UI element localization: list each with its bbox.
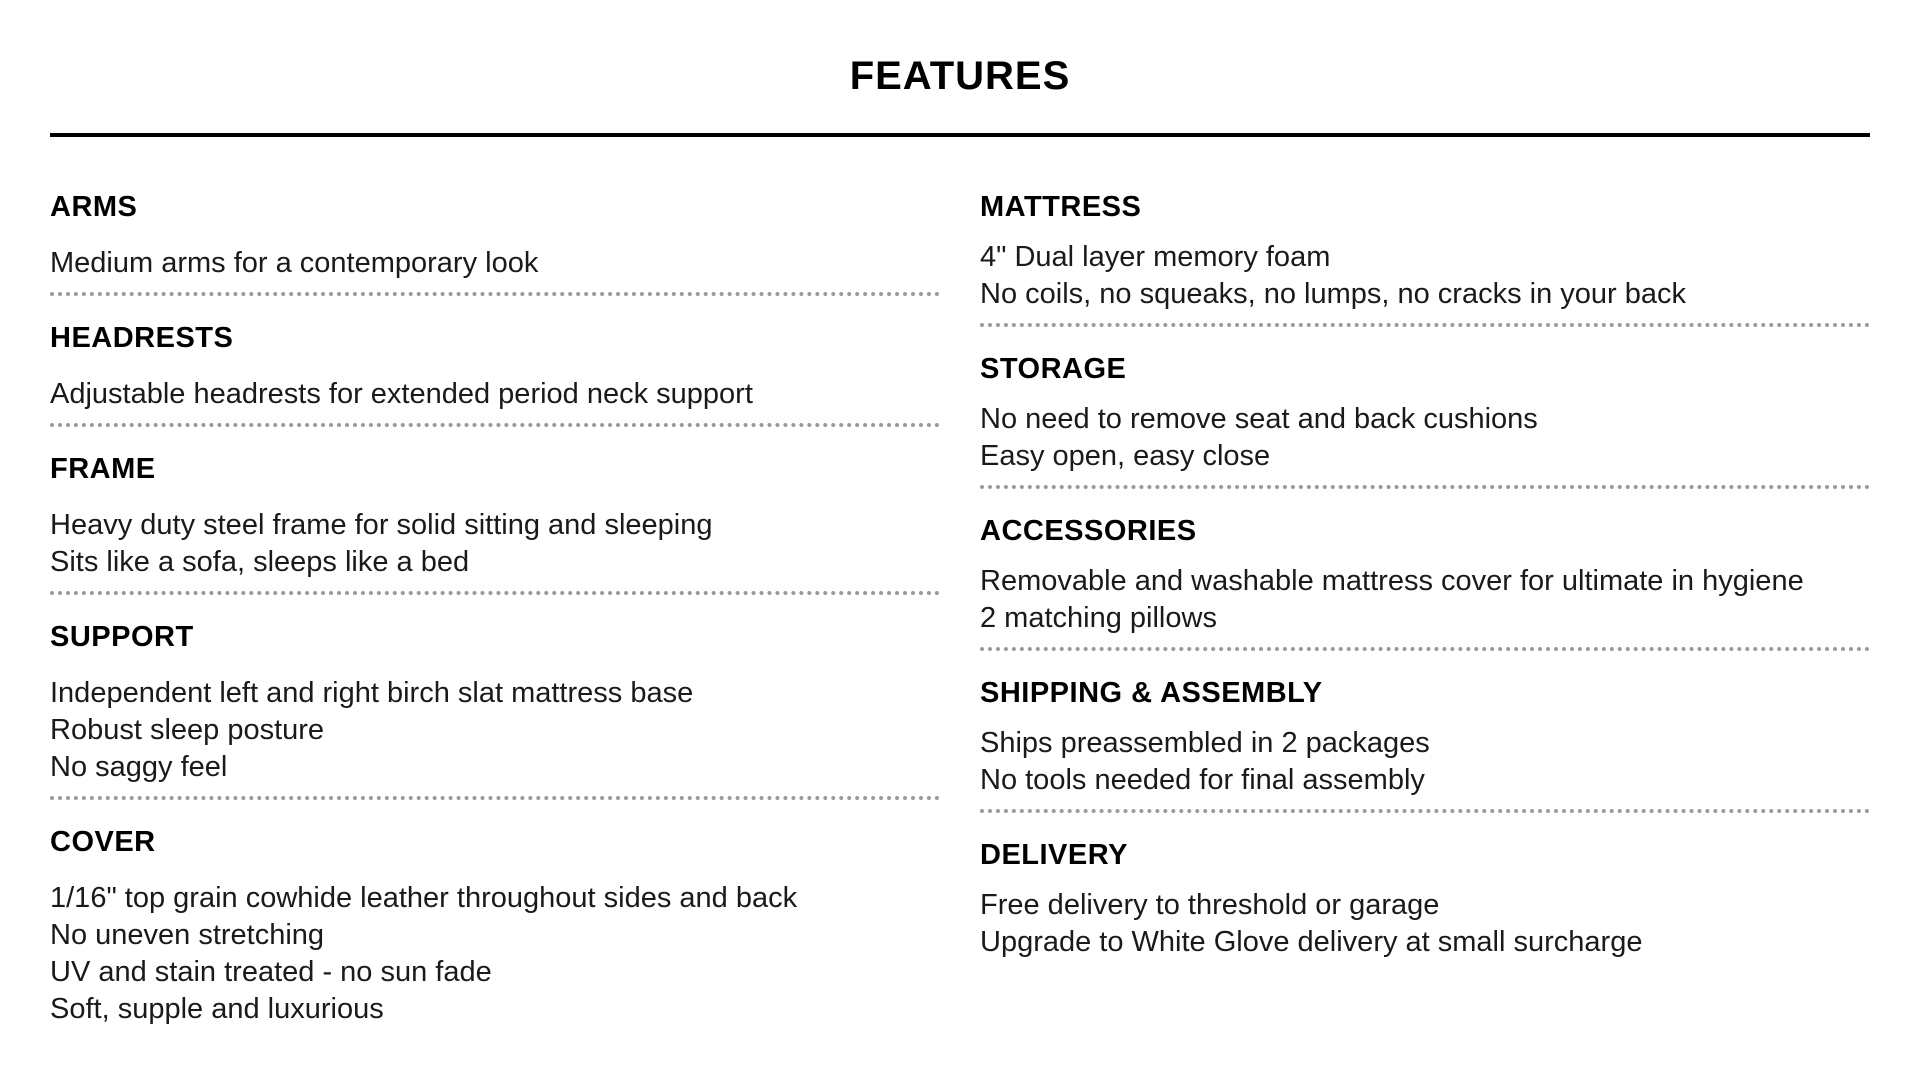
section-lines bbox=[50, 675, 940, 786]
feature-section-arms bbox=[50, 189, 940, 296]
feature-section-headrests bbox=[50, 320, 940, 427]
section-lines bbox=[980, 725, 1870, 799]
section-heading: MATTRESS bbox=[980, 191, 1142, 223]
title-divider bbox=[50, 133, 1870, 137]
feature-line: No tools needed for final assembly bbox=[980, 764, 1425, 796]
feature-line: Heavy duty steel frame for solid sitting and sleeping bbox=[50, 509, 713, 541]
section-heading: SUPPORT bbox=[50, 621, 194, 653]
feature-line: Soft, supple and luxurious bbox=[50, 993, 384, 1025]
section-heading: FRAME bbox=[50, 453, 156, 485]
feature-line: No saggy feel bbox=[50, 751, 228, 783]
feature-line: Ships preassembled in 2 packages bbox=[980, 727, 1430, 759]
section-heading: COVER bbox=[50, 826, 156, 858]
feature-section-accessories bbox=[980, 513, 1870, 651]
feature-line: Robust sleep posture bbox=[50, 714, 325, 746]
section-lines bbox=[50, 880, 940, 1028]
section-lines bbox=[980, 563, 1870, 637]
section-heading: ARMS bbox=[50, 191, 138, 223]
section-heading: STORAGE bbox=[980, 353, 1127, 385]
section-heading: HEADRESTS bbox=[50, 322, 234, 354]
section-lines bbox=[980, 887, 1870, 961]
feature-line: No uneven stretching bbox=[50, 919, 325, 951]
section-lines bbox=[50, 376, 940, 413]
feature-line: 2 matching pillows bbox=[980, 602, 1217, 634]
feature-line: UV and stain treated - no sun fade bbox=[50, 956, 492, 988]
section-heading: ACCESSORIES bbox=[980, 515, 1197, 547]
feature-line: 1/16" top grain cowhide leather throughout sides and back bbox=[50, 882, 798, 914]
section-heading: DELIVERY bbox=[980, 839, 1128, 871]
feature-line: Adjustable headrests for extended period neck support bbox=[50, 378, 753, 410]
feature-section-shipping-and-assembly bbox=[980, 675, 1870, 813]
section-lines bbox=[980, 401, 1870, 475]
section-lines bbox=[50, 507, 940, 581]
left-feature-column bbox=[50, 189, 940, 1062]
features-columns bbox=[50, 189, 1870, 1062]
section-lines bbox=[50, 245, 940, 282]
feature-section-delivery bbox=[980, 837, 1870, 971]
feature-section-support bbox=[50, 619, 940, 800]
feature-line: Free delivery to threshold or garage bbox=[980, 889, 1440, 921]
feature-line: Easy open, easy close bbox=[980, 440, 1271, 472]
feature-section-cover bbox=[50, 824, 940, 1038]
feature-line: Upgrade to White Glove delivery at small surcharge bbox=[980, 926, 1643, 958]
section-lines bbox=[980, 239, 1870, 313]
feature-line: Independent left and right birch slat mattress base bbox=[50, 677, 694, 709]
feature-line: Sits like a sofa, sleeps like a bed bbox=[50, 546, 470, 578]
feature-section-mattress bbox=[980, 189, 1870, 327]
feature-line: Removable and washable mattress cover for ultimate in hygiene bbox=[980, 565, 1804, 597]
page-title: FEATURES bbox=[849, 54, 1071, 98]
feature-line: No coils, no squeaks, no lumps, no cracks in your back bbox=[980, 278, 1686, 310]
feature-line: 4" Dual layer memory foam bbox=[980, 241, 1331, 273]
right-feature-column bbox=[980, 189, 1870, 1062]
feature-section-frame bbox=[50, 451, 940, 595]
section-heading: SHIPPING & ASSEMBLY bbox=[980, 677, 1323, 709]
feature-section-storage bbox=[980, 351, 1870, 489]
feature-line: No need to remove seat and back cushions bbox=[980, 403, 1538, 435]
feature-line: Medium arms for a contemporary look bbox=[50, 247, 539, 279]
